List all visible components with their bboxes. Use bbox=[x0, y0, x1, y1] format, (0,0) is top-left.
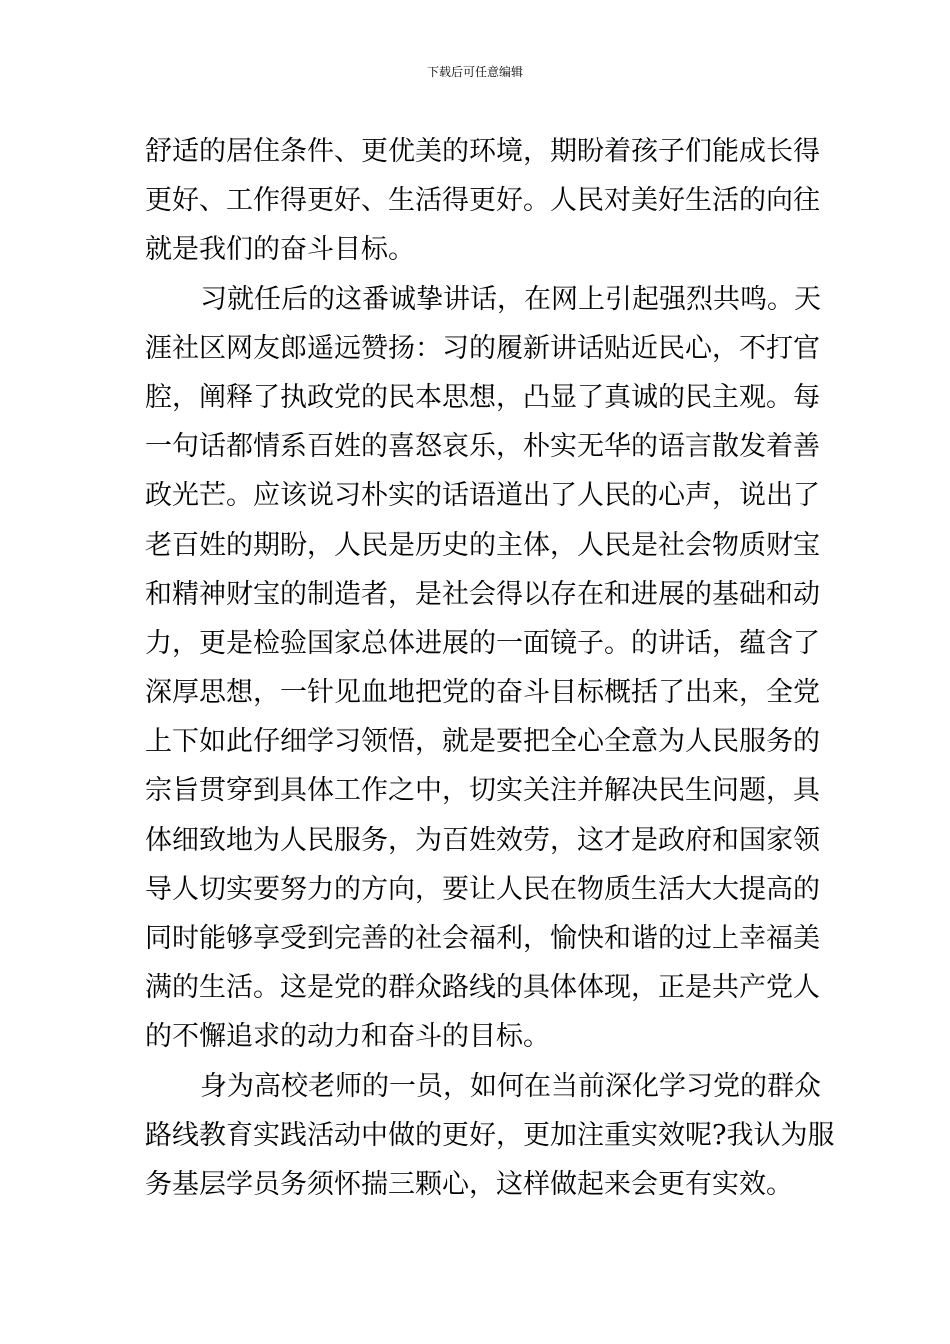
header-note: 下载后可任意编辑 bbox=[426, 65, 523, 79]
text-line: 就是我们的奋斗目标。 bbox=[145, 234, 415, 266]
text-line: 和精神财宝的制造者，是社会得以存在和进展的基础和动 bbox=[145, 578, 820, 610]
text-line: 导人切实要努力的方向，要让人民在物质生活大大提高的 bbox=[145, 873, 820, 905]
text-line: 满的生活。这是党的群众路线的具体体现，正是共产党人 bbox=[145, 972, 820, 1004]
text-line: 务基层学员务须怀揣三颗心，这样做起来会更有实效。 bbox=[145, 1168, 793, 1200]
text-line: 身为高校老师的一员，如何在当前深化学习党的群众 bbox=[200, 1070, 821, 1102]
document-body bbox=[145, 127, 835, 1209]
text-line: 体细致地为人民服务，为百姓效劳，这才是政府和国家领 bbox=[145, 824, 820, 856]
paragraph-1 bbox=[145, 127, 820, 275]
text-line: 路线教育实践活动中做的更好，更加注重实效呢?我认为服 bbox=[145, 1119, 835, 1151]
paragraph-2 bbox=[145, 275, 821, 1062]
text-line: 力，更是检验国家总体进展的一面镜子。的讲话，蕴含了 bbox=[145, 627, 820, 659]
text-line: 习就任后的这番诚挚讲话，在网上引起强烈共鸣。天 bbox=[200, 283, 821, 315]
text-line: 舒适的居住条件、更优美的环境，期盼着孩子们能成长得 bbox=[145, 136, 820, 167]
text-line: 一句话都情系百姓的喜怒哀乐，朴实无华的语言散发着善 bbox=[145, 431, 820, 463]
text-line: 腔，阐释了执政党的民本思想，凸显了真诚的民主观。每 bbox=[145, 381, 820, 413]
text-line: 深厚思想，一针见血地把党的奋斗目标概括了出来，全党 bbox=[145, 677, 820, 709]
text-line: 同时能够享受到完善的社会福利，愉快和谐的过上幸福美 bbox=[145, 923, 820, 954]
text-line: 宗旨贯穿到具体工作之中，切实关注并解决民生问题，具 bbox=[145, 775, 820, 807]
paragraph-3 bbox=[145, 1062, 835, 1210]
text-line: 更好、工作得更好、生活得更好。人民对美好生活的向往 bbox=[145, 185, 820, 217]
text-line: 政光芒。应该说习朴实的话语道出了人民的心声，说出了 bbox=[145, 480, 820, 512]
text-line: 老百姓的期盼，人民是历史的主体，人民是社会物质财宝 bbox=[145, 529, 820, 561]
text-line: 的不懈追求的动力和奋斗的目标。 bbox=[145, 1021, 550, 1053]
text-line: 上下如此仔细学习领悟，就是要把全心全意为人民服务的 bbox=[145, 726, 820, 758]
text-line: 涯社区网友郎遥远赞扬：习的履新讲话贴近民心，不打官 bbox=[145, 332, 820, 364]
